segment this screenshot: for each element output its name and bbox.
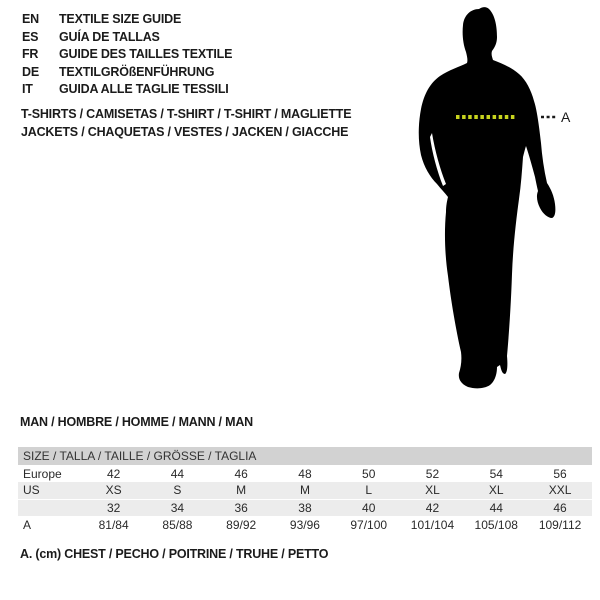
language-row-en (22, 11, 232, 29)
row-label: US (18, 482, 82, 499)
language-row-fr (22, 46, 232, 64)
table-cell: 38 (273, 499, 337, 516)
row-label: Europe (23, 466, 62, 481)
table-cell: 105/108 (474, 517, 518, 532)
table-cell: 46 (234, 466, 248, 481)
language-label: GUIDA ALLE TAGLIE TESSILI (59, 82, 229, 97)
row-label: A (23, 517, 32, 532)
category-block (21, 105, 351, 141)
table-cell: 36 (209, 499, 273, 516)
table-cell: 81/84 (98, 517, 129, 532)
language-label: GUÍA DE TALLAS (59, 29, 160, 44)
table-cell: 42 (106, 466, 121, 481)
measure-label-a: A (561, 109, 571, 125)
table-cell: S (146, 482, 210, 499)
language-list (22, 11, 232, 99)
language-row-it (22, 81, 232, 99)
table-cell: 46 (528, 499, 592, 516)
table-cell: 93/96 (289, 517, 320, 532)
language-code: ES (22, 29, 39, 44)
size-table-header: SIZE / TALLA / TAILLE / GRÖSSE / TAGLIA (18, 447, 592, 465)
language-row-de (22, 64, 232, 82)
table-cell: 44 (170, 466, 185, 481)
language-code: EN (22, 12, 39, 26)
table-cell: 42 (401, 499, 465, 516)
man-silhouette-figure (405, 2, 590, 398)
language-label: GUIDE DES TAILLES TEXTILE (59, 47, 233, 62)
table-cell: 34 (146, 499, 210, 516)
table-cell: 56 (553, 466, 567, 481)
section-title-man: MAN / HOMBRE / HOMME / MANN / MAN (20, 415, 253, 429)
language-code: FR (22, 47, 39, 62)
language-label: TEXTILGRÖßENFÜHRUNG (59, 64, 215, 79)
table-cell: M (209, 482, 273, 499)
man-silhouette (419, 7, 556, 388)
table-cell: 50 (362, 466, 376, 481)
table-cell: 89/92 (226, 517, 257, 532)
size-table (18, 447, 592, 533)
table-cell: 48 (298, 466, 312, 481)
language-row-es (22, 29, 232, 47)
table-cell: 52 (425, 466, 440, 481)
category-tshirts: T-SHIRTS / CAMISETAS / T-SHIRT / T-SHIRT / MAGLIETTE (21, 107, 352, 121)
language-code: IT (22, 82, 33, 97)
table-cell: XL (401, 482, 465, 499)
table-cell: 85/88 (162, 517, 193, 532)
table-row-us-numbers (18, 499, 592, 516)
table-cell: 40 (337, 499, 401, 516)
table-row-europe (18, 465, 592, 482)
category-jackets: JACKETS / CHAQUETAS / VESTES / JACKEN / GIACCHE (21, 125, 349, 139)
language-label: TEXTILE SIZE GUIDE (59, 12, 182, 26)
table-cell: M (273, 482, 337, 499)
table-row-us-letters (18, 482, 592, 499)
language-code: DE (22, 64, 39, 79)
measurement-footnote: A. (cm) CHEST / PECHO / POITRINE / TRUHE / PETTO (20, 547, 329, 561)
table-cell: 101/104 (410, 517, 455, 532)
table-cell: 97/100 (350, 517, 388, 532)
table-row-chest-cm (18, 516, 592, 533)
table-cell: 44 (464, 499, 528, 516)
table-cell: XS (82, 482, 146, 499)
table-cell: 109/112 (538, 517, 582, 532)
size-table-header-row (18, 447, 592, 465)
table-cell: 54 (489, 466, 503, 481)
table-cell: XXL (528, 482, 592, 499)
table-cell: XL (464, 482, 528, 499)
row-label (18, 499, 82, 516)
table-cell: 32 (82, 499, 146, 516)
table-cell: L (337, 482, 401, 499)
